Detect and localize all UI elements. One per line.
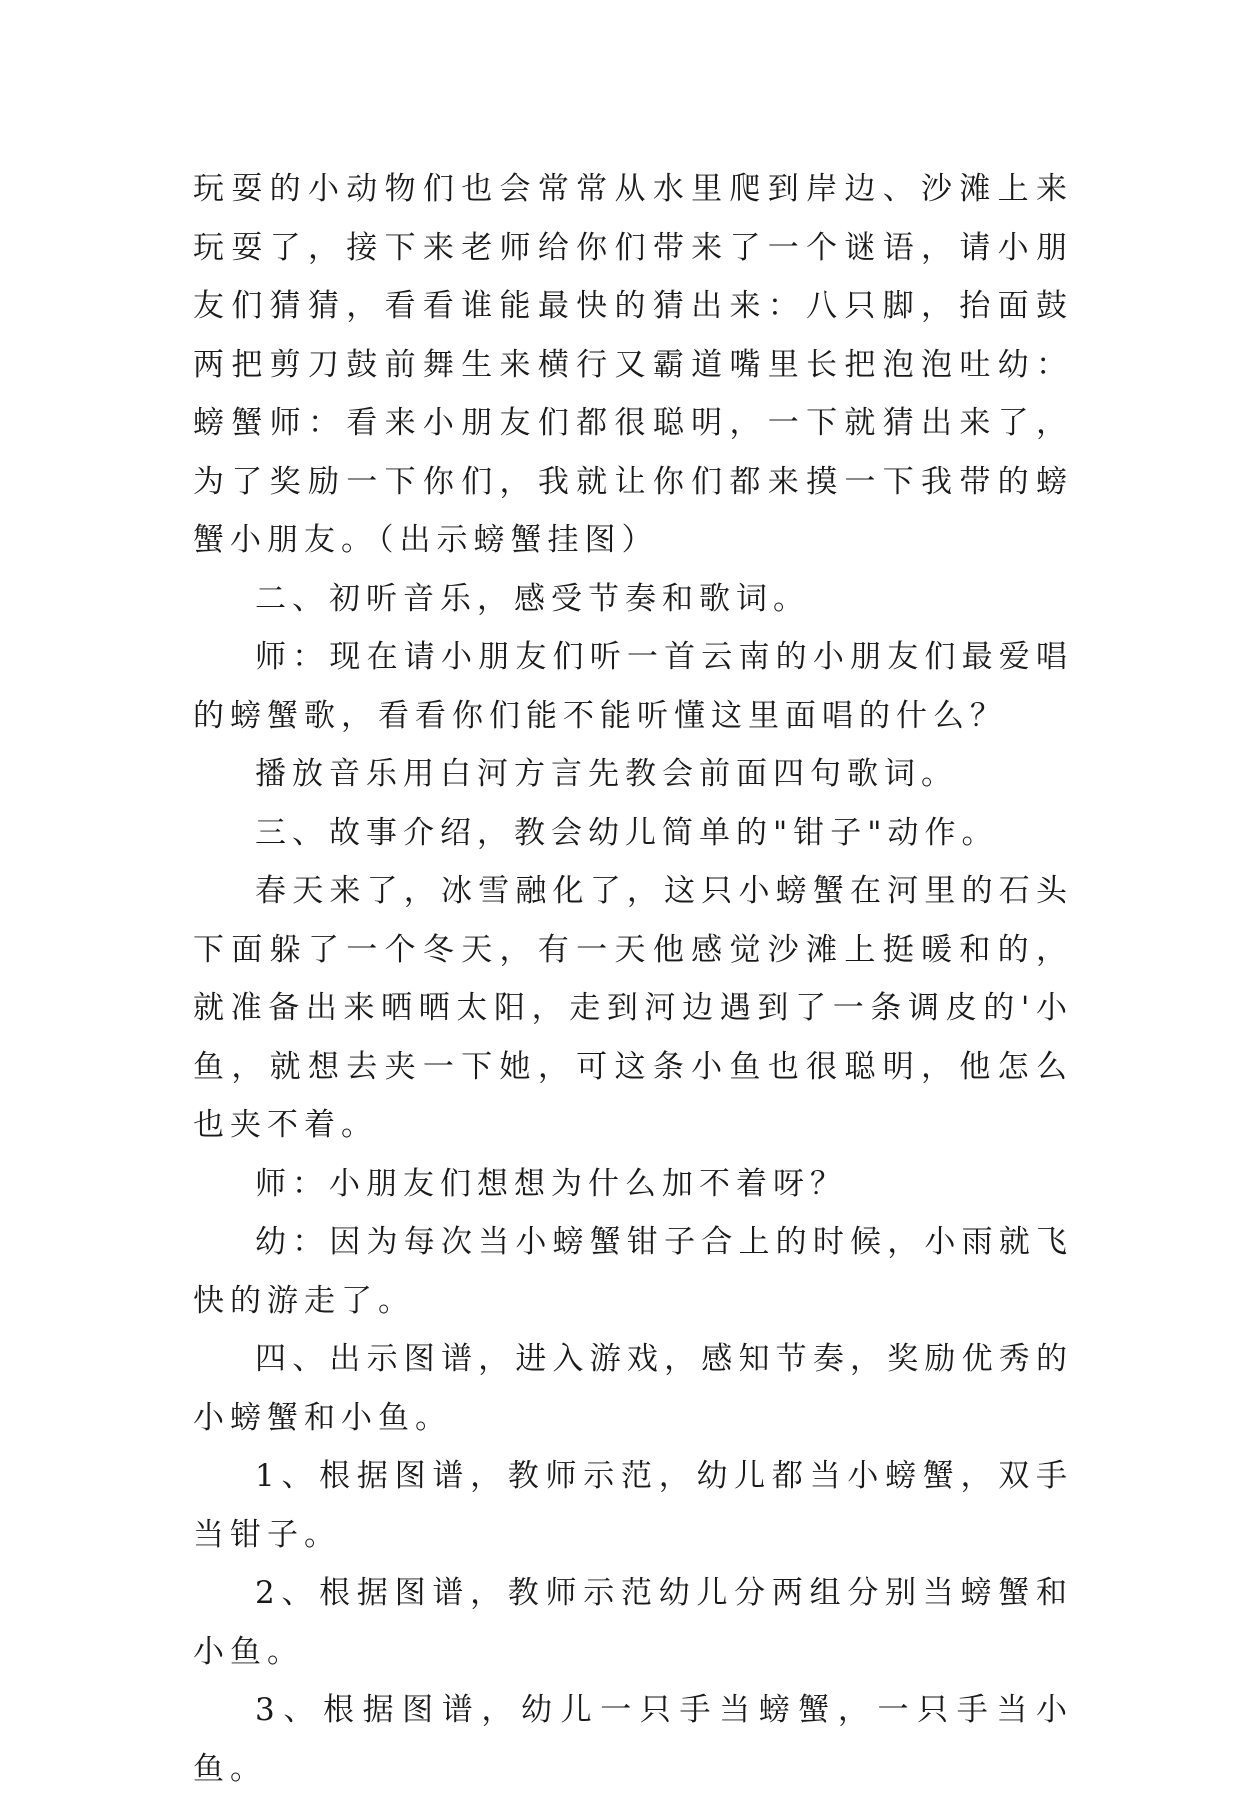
paragraph-teacher-intro-song: 师：现在请小朋友们听一首云南的小朋友们最爱唱的螃蟹歌，看看你们能不能听懂这里面唱的什么？ — [193, 639, 1073, 734]
document-body — [193, 160, 1073, 1798]
paragraph-section-4-heading: 四、出示图谱，进入游戏，感知节奏，奖励优秀的小螃蟹和小鱼。 — [193, 1341, 1073, 1436]
paragraph-section-3-heading: 三、故事介绍，教会幼儿简单的"钳子"动作。 — [255, 814, 999, 851]
paragraph-teacher-question: 师：小朋友们想想为什么加不着呀？ — [255, 1165, 847, 1202]
list-item-step-3: 3、根据图谱，幼儿一只手当螃蟹，一只手当小鱼。 — [193, 1692, 1073, 1787]
paragraph-story: 春天来了，冰雪融化了，这只小螃蟹在河里的石头下面躲了一个冬天，有一天他感觉沙滩上挺暖和的，就准备出来晒晒太阳，走到河边遇到了一条调皮的'小鱼，就想去夹一下她，可这条小鱼也很聪明，他怎么也夹不着。 — [193, 873, 1073, 1143]
list-item-step-1: 1、根据图谱，教师示范，幼儿都当小螃蟹，双手当钳子。 — [193, 1458, 1073, 1553]
list-item-step-2: 2、根据图谱，教师示范幼儿分两组分别当螃蟹和小鱼。 — [193, 1575, 1073, 1670]
paragraph-section-2-heading: 二、初听音乐，感受节奏和歌词。 — [255, 580, 810, 617]
paragraph-riddle: 玩耍的小动物们也会常常从水里爬到岸边、沙滩上来玩耍了，接下来老师给你们带来了一个谜语，请小朋友们猜猜，看看谁能最快的猜出来：八只脚，抬面鼓两把剪刀鼓前舞生来横行又霸道嘴里长把泡泡吐幼：螃蟹师：看来小朋友们都很聪明，一下就猜出来了，为了奖励一下你们，我就让你们都来摸一下我带的螃蟹小朋友。（出示螃蟹挂图） — [193, 171, 1073, 558]
paragraph-play-music: 播放音乐用白河方言先教会前面四句歌词。 — [255, 756, 958, 792]
paragraph-child-answer: 幼：因为每次当小螃蟹钳子合上的时候，小雨就飞快的游走了。 — [193, 1224, 1073, 1319]
